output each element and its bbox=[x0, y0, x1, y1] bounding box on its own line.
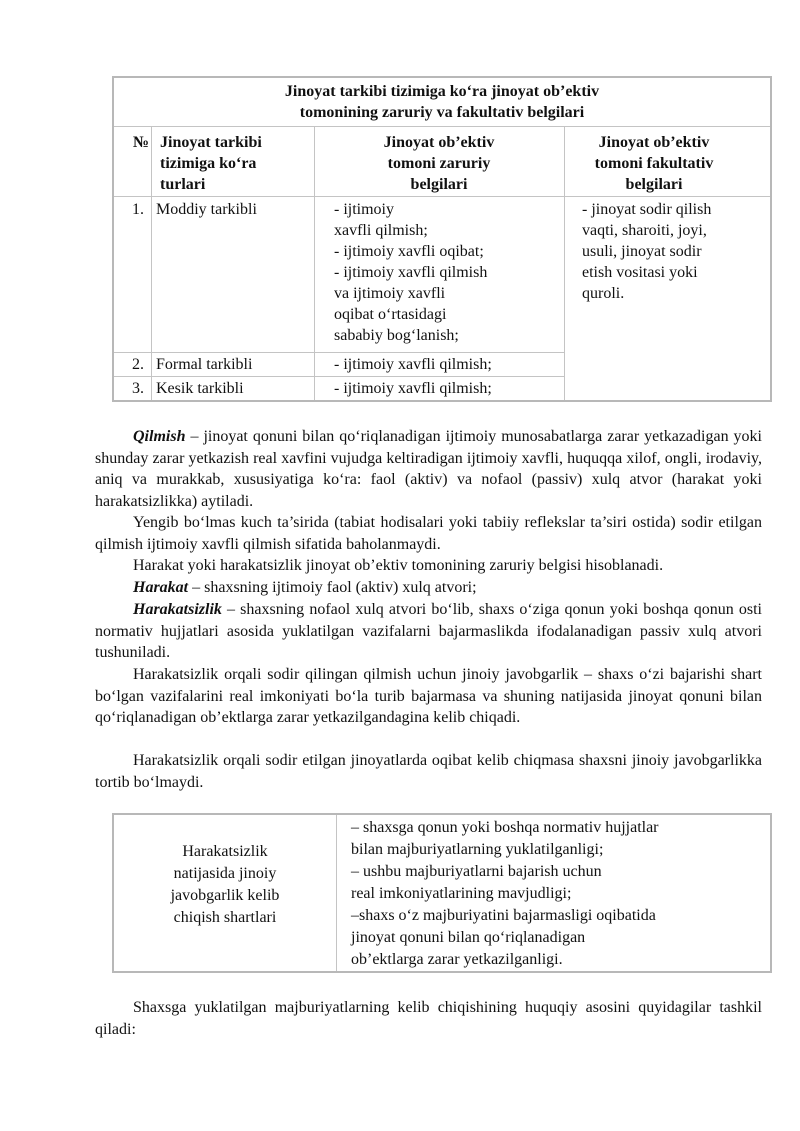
paragraph-consequence bbox=[95, 750, 762, 793]
paragraph-required-sign bbox=[95, 555, 762, 577]
header-required-signs: Jinoyat ob’ektiv tomoni zaruriy belgilari bbox=[383, 134, 495, 193]
liability-conditions-table bbox=[112, 813, 772, 973]
term-harakat: Harakat bbox=[133, 579, 189, 596]
paragraph-text: – shaxsning nofaol xulq atvori bo‘lib, shaxs o‘ziga qonun yoki boshqa qonun osti normativ hujjatlari asosida yuklatilgan vazifalarni bajarmaslikda ifodalanadigan passiv xulq atvori tushuniladi. bbox=[95, 601, 762, 661]
term-harakatsizlik: Harakatsizlik bbox=[133, 601, 222, 618]
table-title-line-1: Jinoyat tarkibi tizimiga ko‘ra jinoyat ob’ektiv bbox=[284, 83, 600, 100]
row-optional-signs: - jinoyat sodir qilish vaqti, sharoiti, joyi, usuli, jinoyat sodir etish vositasi yoki quroli. bbox=[582, 201, 712, 302]
table-rule bbox=[151, 126, 152, 400]
term-qilmish: Qilmish bbox=[133, 428, 186, 445]
row-number: 2. bbox=[132, 356, 144, 373]
paragraph-liability bbox=[95, 664, 762, 729]
paragraph-harakatsizlik bbox=[95, 599, 762, 664]
row-number: 3. bbox=[132, 380, 144, 397]
table-rule bbox=[336, 815, 337, 971]
conditions-list: – shaxsga qonun yoki boshqa normativ hujjatlar bilan majburiyatlarning yuklatilganligi; – ushbu majburiyatlarni bajarish uchun real imkoniyatlarining mavjudligi; –shaxs o‘z majburiyatini bajarmasligi oqibatida jinoyat qonuni bilan qo‘riqlanadigan ob’ektlarga zarar yetkazilganligi. bbox=[351, 819, 659, 968]
table-rule bbox=[114, 126, 770, 127]
paragraph-text: Yengib bo‘lmas kuch ta’sirida (tabiat hodisalari yoki tabiiy reflekslar ta’siri ostida) sodir etilgan qilmish ijtimoiy xavfli qilmish sifatida baholanmaydi. bbox=[95, 514, 762, 553]
objective-side-signs-table bbox=[112, 76, 772, 402]
paragraph-text: Harakatsizlik orqali sodir etilgan jinoyatlarda oqibat kelib chiqmasa shaxsni jinoiy javobgarlikka tortib bo‘lmaydi. bbox=[95, 752, 762, 791]
paragraph-harakat bbox=[95, 577, 762, 599]
row-composition-type: Kesik tarkibli bbox=[156, 380, 244, 397]
row-composition-type: Moddiy tarkibli bbox=[156, 201, 257, 218]
row-required-signs: - ijtimoiy xavfli qilmish; bbox=[334, 380, 492, 397]
paragraph-text: – shaxsning ijtimoiy faol (aktiv) xulq atvori; bbox=[188, 579, 477, 596]
row-composition-type: Formal tarkibli bbox=[156, 356, 253, 373]
paragraph-force-majeure bbox=[95, 512, 762, 555]
paragraph-text: – jinoyat qonuni bilan qo‘riqlanadigan ijtimoiy munosabatlarga zarar yetkazadigan yoki shunday zarar yetkazish real xavfini vujudga keltiradigan ijtimoiy xavfli, huquqqa xilof, ongli, irodaviy, aniq va murakkab, xususiyatiga ko‘ra: faol (aktiv) va nofaol (passiv) xulq atvor (harakat yoki harakatsizlikka) aytiladi. bbox=[95, 428, 762, 510]
paragraph-text: Harakatsizlik orqali sodir qilingan qilmish uchun jinoiy javobgarlik – shaxs o‘zi bajarishi shart bo‘lgan vazifalarini real imkoniyati bo‘la turib bajarmasa va shuning natijasida jinoyat qonuni bilan qo‘riqlanadigan ob’ektlarga zarar yetkazilgandagina kelib chiqadi. bbox=[95, 666, 762, 726]
table-rule bbox=[114, 376, 564, 377]
paragraph-qilmish bbox=[95, 426, 762, 512]
conditions-heading: Harakatsizlik natijasida jinoiy javobgarlik kelib chiqish shartlari bbox=[170, 843, 280, 926]
header-optional-signs: Jinoyat ob’ektiv tomoni fakultativ belgilari bbox=[594, 134, 714, 193]
row-required-signs: - ijtimoiy xavfli qilmish; bbox=[334, 356, 492, 373]
paragraph-legal-basis bbox=[95, 997, 762, 1040]
table-title-line-2: tomonining zaruriy va fakultativ belgilari bbox=[299, 104, 585, 121]
paragraph-text: Harakat yoki harakatsizlik jinoyat ob’ektiv tomonining zaruriy belgisi hisoblanadi. bbox=[133, 557, 664, 574]
header-composition-type: Jinoyat tarkibi tizimiga ko‘ra turlari bbox=[160, 134, 262, 193]
header-number: № bbox=[133, 134, 150, 151]
row-number: 1. bbox=[132, 201, 144, 218]
table-rule bbox=[114, 352, 564, 353]
row-required-signs: - ijtimoiy xavfli qilmish; - ijtimoiy xavfli oqibat; - ijtimoiy xavfli qilmish va ijtimoiy xavfli oqibat o‘rtasidagi sababiy bog‘lanish; bbox=[334, 201, 488, 344]
paragraph-text: Shaxsga yuklatilgan majburiyatlarning kelib chiqishining huquqiy asosini quyidagilar tashkil qiladi: bbox=[95, 999, 762, 1038]
table-rule bbox=[114, 196, 770, 197]
